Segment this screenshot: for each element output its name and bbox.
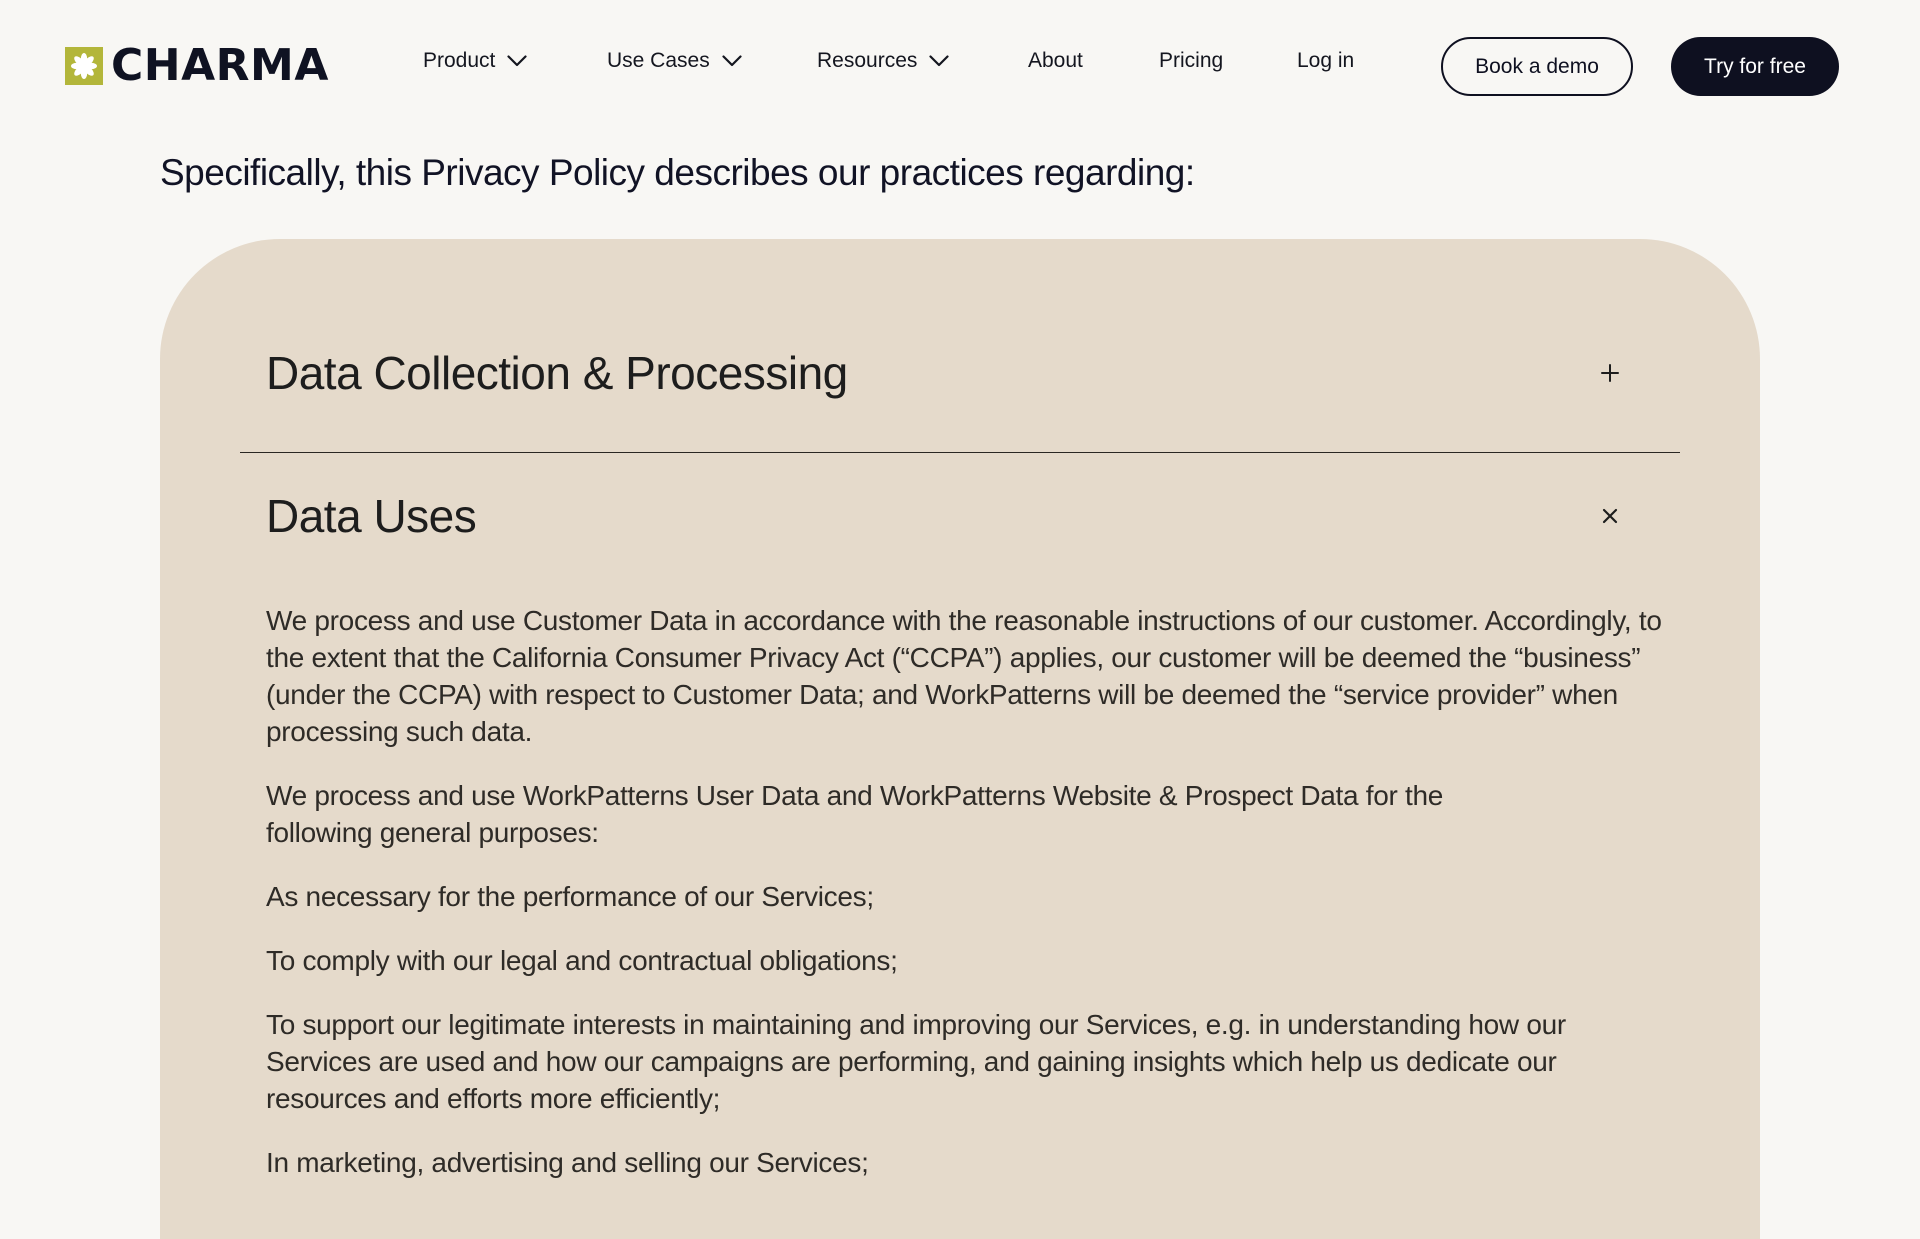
nav-resources[interactable] bbox=[817, 49, 949, 73]
accordion-divider bbox=[240, 452, 1680, 453]
accordion-item-data-uses[interactable] bbox=[240, 486, 1680, 546]
section-heading: Specifically, this Privacy Policy describes our practices regarding: bbox=[160, 152, 1195, 193]
paragraph: To comply with our legal and contractual obligations; bbox=[266, 945, 898, 976]
accordion-title: Data Uses bbox=[266, 490, 477, 542]
book-demo-button[interactable]: Book a demo bbox=[1441, 37, 1633, 96]
charma-logo[interactable] bbox=[65, 40, 329, 91]
nav-use-cases-label: Use Cases bbox=[607, 49, 710, 72]
nav-product-label: Product bbox=[423, 49, 496, 72]
paragraph: We process and use Customer Data in accordance with the reasonable instructions of our customer. Accordingly, to the extent that the California Consumer Privacy Act (“CCPA”) applies, our customer will be deemed the “business” (under the CCPA) with respect to Customer Data; and WorkPatterns will be deemed the “service provider” when processing such data. bbox=[266, 605, 1662, 747]
nav-login[interactable]: Log in bbox=[1297, 49, 1355, 72]
nav-about[interactable]: About bbox=[1028, 49, 1083, 72]
paragraph: As necessary for the performance of our Services; bbox=[266, 881, 874, 912]
nav-product[interactable] bbox=[423, 49, 527, 73]
chevron-down-icon bbox=[722, 55, 742, 67]
logo-wordmark: CHARMA bbox=[111, 40, 329, 91]
accordion-item-data-collection[interactable] bbox=[240, 343, 1680, 403]
chevron-down-icon bbox=[929, 55, 949, 67]
accordion-title: Data Collection & Processing bbox=[266, 347, 848, 399]
try-for-free-button[interactable]: Try for free bbox=[1671, 37, 1839, 96]
paragraph: To support our legitimate interests in maintaining and improving our Services, e.g. in understanding how our Services are used and how our campaigns are performing, and gaining insights which help us dedicate our resources and efforts more efficiently; bbox=[266, 1009, 1566, 1114]
chevron-down-icon bbox=[507, 55, 527, 67]
sparkle-logo-icon bbox=[65, 47, 103, 85]
nav-use-cases[interactable] bbox=[607, 49, 742, 73]
close-icon[interactable] bbox=[1590, 496, 1630, 536]
plus-icon[interactable] bbox=[1590, 353, 1630, 393]
nav-pricing[interactable]: Pricing bbox=[1159, 49, 1224, 72]
paragraph: We process and use WorkPatterns User Data and WorkPatterns Website & Prospect Data for the following general purposes: bbox=[266, 780, 1444, 848]
privacy-accordion-card bbox=[160, 239, 1760, 1239]
site-header bbox=[0, 0, 1920, 132]
paragraph: In marketing, advertising and selling our Services; bbox=[266, 1147, 869, 1178]
nav-resources-label: Resources bbox=[817, 49, 918, 72]
accordion-content-data-uses bbox=[266, 602, 1826, 1208]
